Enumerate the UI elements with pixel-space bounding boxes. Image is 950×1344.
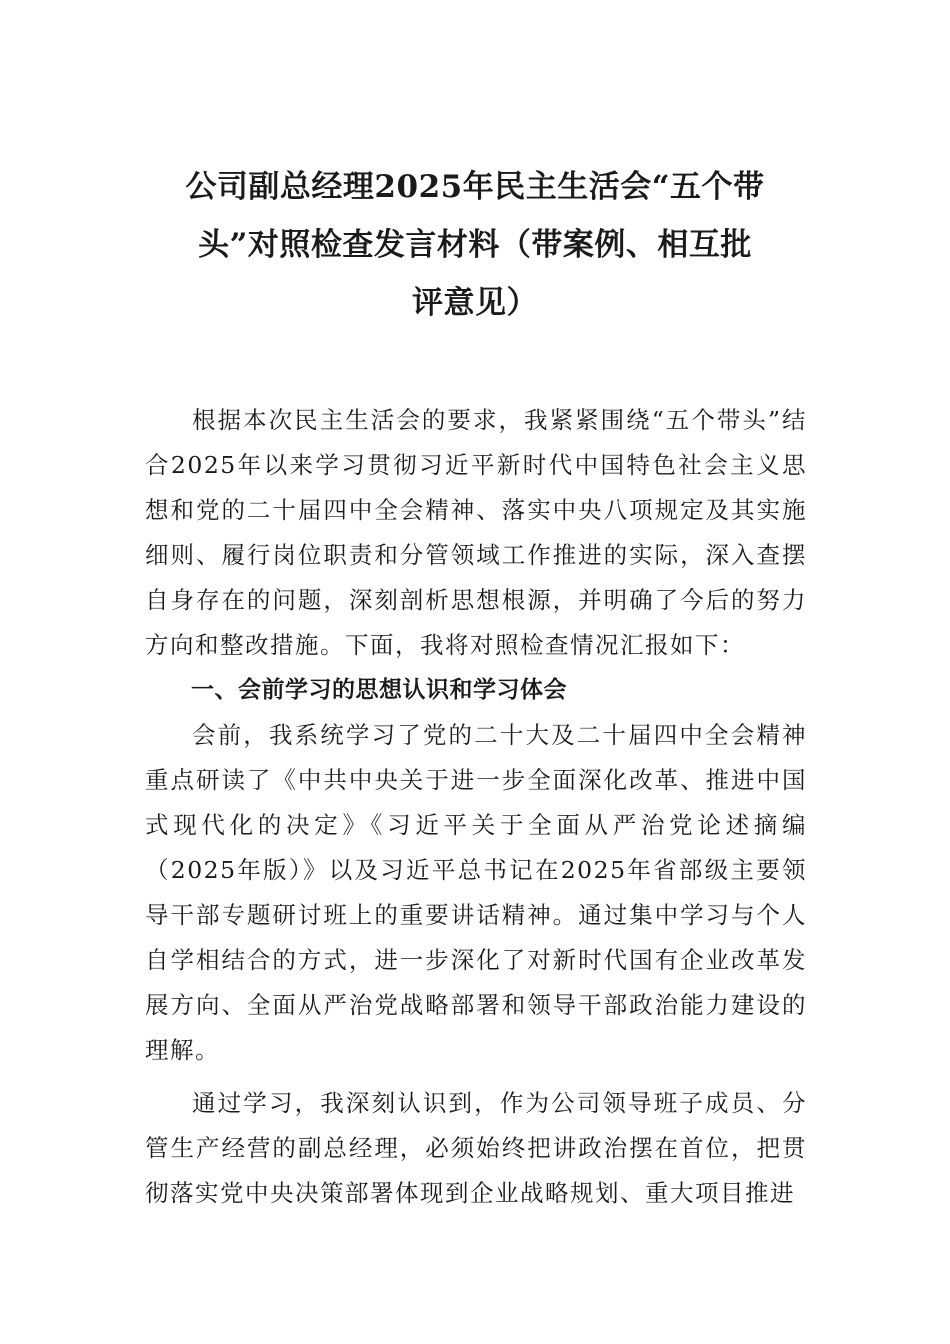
document-body xyxy=(145,398,807,1216)
document-title xyxy=(130,158,820,332)
title-line-3: 评意见） xyxy=(412,285,538,321)
intro-paragraph: 根据本次民主生活会的要求，我紧紧围绕“五个带头”结合2025年以来学习贯彻习近平新时代中国特色社会主义思想和党的二十届四中全会精神、落实中央八项规定及其实施细则、履行岗位职责和分管领域工作推进的实际，深入查摆自身存在的问题，深刻剖析思想根源，并明确了今后的努力方向和整改措施。下面，我将对照检查情况汇报如下： xyxy=(145,406,807,659)
title-line-1: 公司副总经理2025年民主生活会“五个带 xyxy=(185,169,765,205)
section-1-paragraph-1: 会前，我系统学习了党的二十大及二十届四中全会精神重点研读了《中共中央关于进一步全面深化改革、推进中国式现代化的决定》《习近平关于全面从严治党论述摘编（2025年版）》以及习近平总书记在2025年省部级主要领导干部专题研讨班上的重要讲话精神。通过集中学习与个人自学相结合的方式，进一步深化了对新时代国有企业改革发展方向、全面从严治党战略部署和领导干部政治能力建设的理解。 xyxy=(145,721,807,1064)
section-1-paragraph-2: 通过学习，我深刻认识到，作为公司领导班子成员、分管生产经营的副总经理，必须始终把讲政治摆在首位，把贯彻落实党中央决策部署体现到企业战略规划、重大项目推进 xyxy=(145,1089,807,1207)
title-line-2: 头”对照检查发言材料（带案例、相互批 xyxy=(198,227,752,263)
section-heading-1: 一、会前学习的思想认识和学习体会 xyxy=(191,677,567,703)
paragraph-spacer xyxy=(145,1073,807,1081)
